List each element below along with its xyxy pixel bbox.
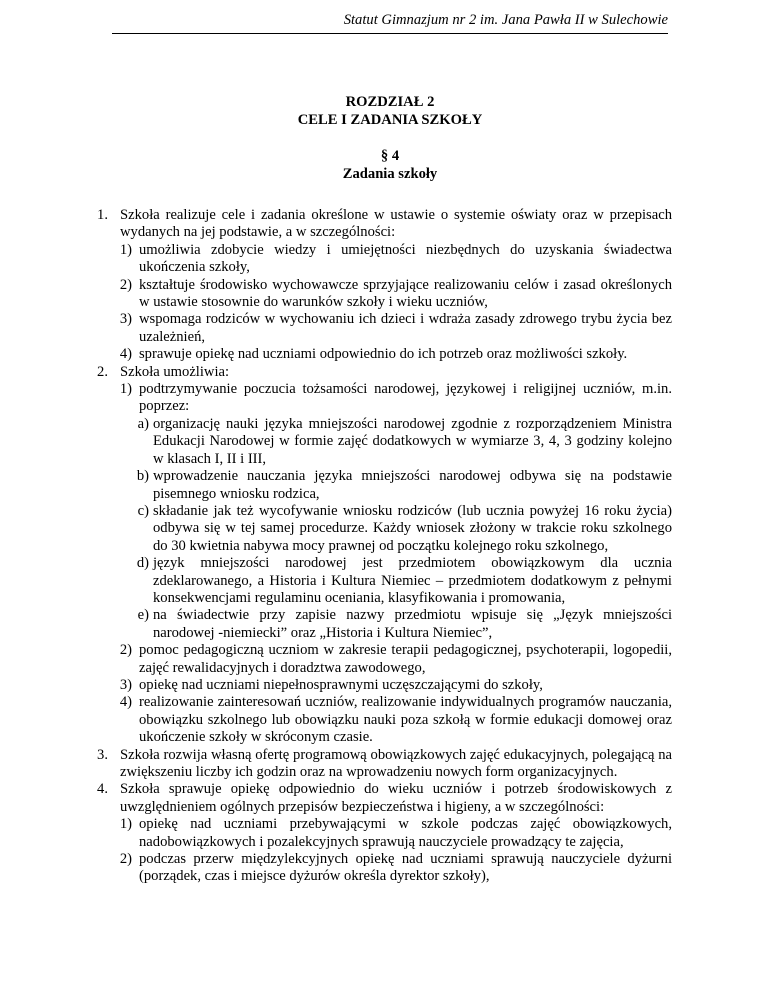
item-number: 3. [97, 746, 108, 763]
document-body [80, 207, 672, 886]
item-text: Szkoła realizuje cele i zadania określone w ustawie o systemie oświaty oraz w przepisach wydanych na jej podstawie, a w szczególności: [120, 207, 672, 241]
sub-item-number: 2) [119, 276, 132, 293]
sub-item-text: sprawuje opiekę nad uczniami odpowiednio do ich potrzeb oraz możliwości szkoły. [139, 346, 628, 363]
chapter-heading [112, 93, 668, 183]
list-item [80, 364, 672, 747]
sub-item-number: 1) [119, 816, 132, 833]
sub-list [110, 381, 672, 747]
sub-item-text: umożliwia zdobycie wiedzy i umiejętności niezbędnych do uzyskania świadectwa ukończenia szkoły, [139, 241, 672, 276]
running-header: Statut Gimnazjum nr 2 im. Jana Pawła II w Sulechowie [112, 12, 668, 34]
sub-item-text: kształtuje środowisko wychowawcze sprzyjające realizowaniu celów i zasad określonych w ustawie stosownie do warunków szkoły i wieku uczniów, [139, 276, 672, 311]
sub-item [110, 694, 672, 746]
sub-item [110, 277, 672, 312]
letter-item-marker: b) [136, 468, 149, 485]
sub-item-number: 2) [119, 642, 132, 659]
item-text: Szkoła rozwija własną ofertę programową obowiązkowych zajęć edukacyjnych, polegającą na zwiększeniu liczby ich godzin oraz na wprowadzeniu nowych form organizacyjnych. [120, 746, 672, 780]
chapter-title: CELE I ZADANIA SZKOŁY [297, 112, 483, 128]
letter-list [135, 416, 672, 642]
main-list [80, 207, 672, 886]
sub-item-text: pomoc pedagogiczną uczniom w zakresie terapii pedagogicznej, psychoterapii, logopedii, zajęć rewalidacyjnych i doradztwa zawodowego, [139, 642, 672, 676]
item-text: Szkoła sprawuje opiekę odpowiednio do wieku uczniów i potrzeb środowiskowych z uwzględnieniem ogólnych przepisów bezpieczeństwa i higieny, a w szczególności: [120, 781, 672, 815]
sub-item-number: 3) [119, 311, 132, 328]
sub-item-text: realizowanie zainteresowań uczniów, realizowanie indywidualnych programów nauczania, obowiązku szkolnego lub obowiązku nauki poza szkołą w formie edukacji domowej oraz ukończenie szkoły w skróconym czasie. [139, 694, 672, 746]
letter-item-marker: d) [136, 555, 149, 572]
section-title: Zadania szkoły [342, 166, 438, 182]
sub-item-number: 1) [119, 381, 132, 398]
letter-item-marker: e) [137, 607, 149, 624]
chapter-number: ROZDZIAŁ 2 [345, 94, 435, 110]
letter-item-text: organizację nauki języka mniejszości narodowej zgodnie z rozporządzeniem Ministra Edukacji Narodowej w formie zajęć dodatkowych w wymiarze 3, 4, 3 godziny kolejno w klasach I, II i III, [153, 415, 672, 467]
list-item [80, 781, 672, 885]
section-number: § 4 [380, 148, 400, 164]
sub-item-text: podtrzymywanie poczucia tożsamości narodowej, językowej i religijnej uczniów, m.in. poprzez: [139, 381, 672, 415]
sub-item [110, 642, 672, 677]
sub-item-text: opiekę nad uczniami przebywającymi w szkole podczas zajęć obowiązkowych, nadobowiązkowych i pozalekcyjnych sprawują nauczyciele prowadzący te zajęcia, [139, 816, 672, 850]
sub-item [110, 311, 672, 346]
sub-item [110, 242, 672, 277]
item-number: 2. [97, 363, 108, 380]
sub-item-number: 2) [119, 851, 132, 868]
sub-item-number: 1) [119, 241, 132, 258]
letter-item-text: wprowadzenie nauczania języka mniejszości narodowej odbywa się na podstawie pisemnego wniosku rodzica, [153, 468, 672, 502]
item-number: 4. [97, 781, 108, 798]
sub-item-text: wspomaga rodziców w wychowaniu ich dzieci i wdraża zasady zdrowego trybu życia bez uzależnień, [139, 311, 672, 345]
sub-item-number: 4) [119, 694, 132, 711]
sub-item [110, 851, 672, 886]
letter-item [135, 416, 672, 468]
sub-item-number: 3) [119, 676, 132, 693]
sub-item [110, 346, 672, 363]
sub-item-number: 4) [119, 346, 132, 363]
letter-item-marker: a) [137, 415, 149, 432]
item-number: 1. [97, 207, 108, 223]
letter-item-text: język mniejszości narodowej jest przedmiotem obowiązkowym dla ucznia zdeklarowanego, a Historia i Kultura Niemiec – przedmiotem dodatkowym z pełnymi konsekwencjami regulaminu oceniania, klasyfikowania i promowania, [153, 555, 672, 606]
list-item [80, 747, 672, 782]
letter-item [135, 503, 672, 555]
letter-item [135, 468, 672, 503]
sub-list [110, 242, 672, 364]
sub-item [110, 816, 672, 851]
sub-item [110, 677, 672, 694]
letter-item-text: na świadectwie przy zapisie nazwy przedmiotu wpisuje się „Język mniejszości narodowej -niemiecki” oraz „Historia i Kultura Niemiec”, [153, 607, 672, 641]
letter-item [135, 555, 672, 607]
letter-item-marker: c) [137, 502, 149, 519]
sub-list [110, 816, 672, 886]
list-item [80, 207, 672, 364]
sub-item-text: opiekę nad uczniami niepełnosprawnymi uczęszczającymi do szkoły, [139, 676, 543, 693]
sub-item-text: podczas przerw międzylekcyjnych opiekę nad uczniami sprawują nauczyciele dyżurni (porządek, czas i miejsce dyżurów określa dyrektor szkoły), [139, 851, 672, 885]
item-text: Szkoła umożliwia: [120, 363, 230, 380]
letter-item [135, 607, 672, 642]
sub-item [110, 381, 672, 642]
letter-item-text: składanie jak też wycofywanie wniosku rodziców (lub ucznia powyżej 16 roku życia) odbywa się w tej samej procedurze. Każdy wniosek złożony w trakcie roku szkolnego do 30 kwietnia nabywa mocy prawnej od początku kolejnego roku szkolnego, [153, 502, 672, 554]
